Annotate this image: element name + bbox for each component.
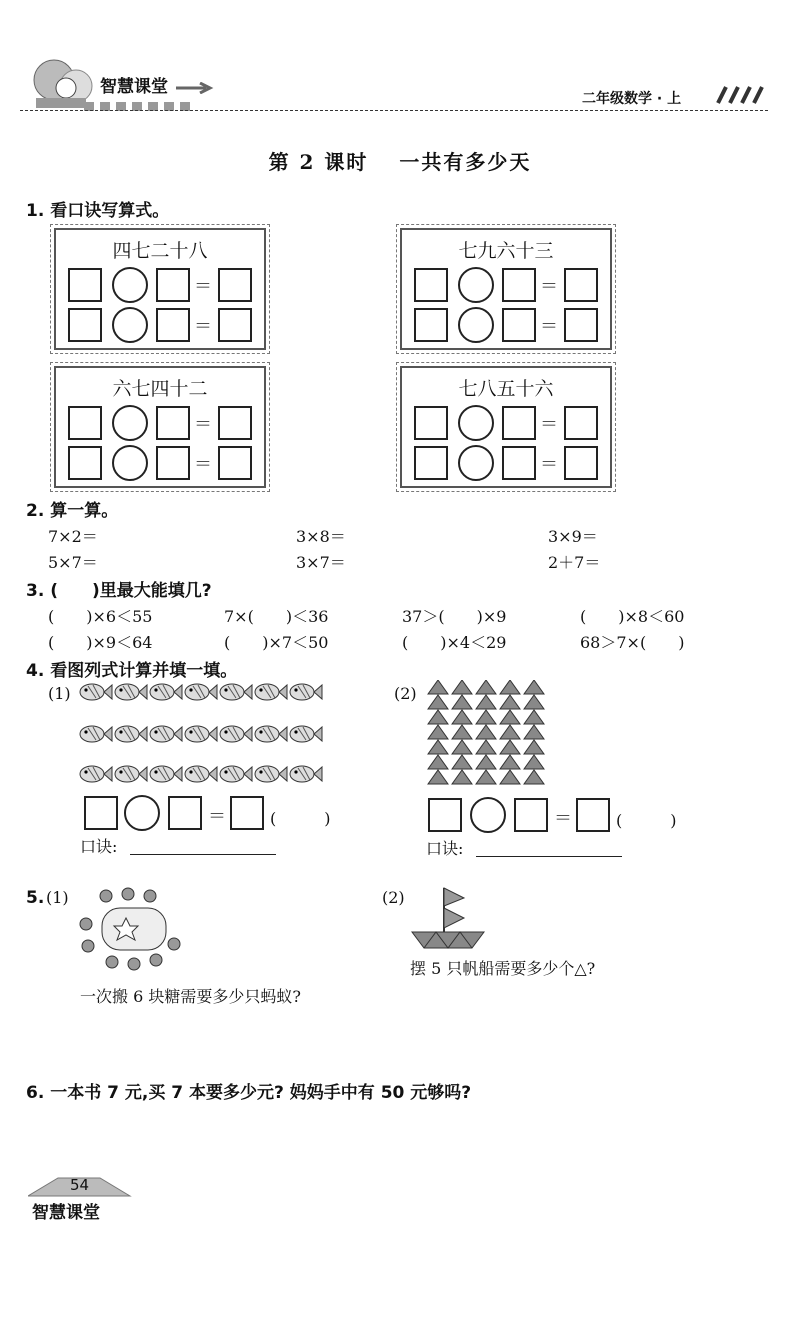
operator-circle[interactable] <box>112 405 148 441</box>
answer-box[interactable] <box>514 798 548 832</box>
q2-item: 7×2＝ <box>48 527 98 546</box>
lesson-title: 第 2 课时 一共有多少天 <box>268 150 532 174</box>
answer-box[interactable] <box>218 446 252 480</box>
q4-part1-label: (1) <box>48 684 71 703</box>
equals-sign: ＝ <box>540 454 558 475</box>
sailboat-picture <box>410 886 486 956</box>
q3-item: ( )×9＜64 <box>48 633 153 652</box>
answer-box[interactable] <box>428 798 462 832</box>
equals-sign: ＝ <box>540 414 558 435</box>
answer-box[interactable] <box>564 446 598 480</box>
header-brand: 智慧课堂 <box>100 77 168 97</box>
answer-box[interactable] <box>564 268 598 302</box>
q1-panel-title: 七九六十三 <box>458 240 554 262</box>
koujue-label: 口诀: <box>426 839 464 858</box>
header-squares-decoration <box>84 97 194 116</box>
q5-text-2: 摆 5 只帆船需要多少个△? <box>410 959 596 978</box>
koujue-label: 口诀: <box>80 837 118 856</box>
unit-paren[interactable]: ( ) <box>616 811 677 830</box>
answer-box[interactable] <box>68 268 102 302</box>
q1-panel-1 <box>54 228 266 350</box>
q5-part2-label: (2) <box>382 888 405 907</box>
q1-panel-title: 七八五十六 <box>458 378 554 400</box>
answer-box[interactable] <box>156 446 190 480</box>
operator-circle[interactable] <box>470 797 506 833</box>
q2-label: 2. 算一算。 <box>26 501 119 521</box>
answer-box[interactable] <box>156 268 190 302</box>
answer-box[interactable] <box>502 268 536 302</box>
triangle-icon <box>424 680 554 790</box>
q3-item: 37＞( )×9 <box>402 607 507 626</box>
answer-box[interactable] <box>68 308 102 342</box>
q3-item: ( )×4＜29 <box>402 633 507 652</box>
equals-sign: ＝ <box>194 316 212 337</box>
equals-sign: ＝ <box>540 316 558 337</box>
q1-panel-title: 六七四十二 <box>112 378 208 400</box>
answer-box[interactable] <box>218 268 252 302</box>
sailboat-icon <box>410 886 486 952</box>
equals-sign: ＝ <box>540 276 558 297</box>
equals-sign: ＝ <box>194 276 212 297</box>
operator-circle[interactable] <box>112 445 148 481</box>
header-divider <box>20 110 768 111</box>
operator-circle[interactable] <box>458 445 494 481</box>
answer-box[interactable] <box>414 406 448 440</box>
q1-panel-title: 四七二十八 <box>112 240 208 262</box>
q1-panel-2 <box>400 228 612 350</box>
q2-item: 5×7＝ <box>48 553 98 572</box>
header-subject: 二年级数学 · 上 <box>582 91 682 107</box>
operator-circle[interactable] <box>112 267 148 303</box>
q1-panel-3 <box>54 366 266 488</box>
operator-circle[interactable] <box>458 307 494 343</box>
unit-paren[interactable]: ( ) <box>270 809 331 828</box>
operator-circle[interactable] <box>124 795 160 831</box>
q3-label: 3. ( )里最大能填几? <box>26 581 212 601</box>
answer-box[interactable] <box>68 406 102 440</box>
footer-brand: 智慧课堂 <box>32 1203 100 1223</box>
answer-box[interactable] <box>230 796 264 830</box>
q2-item: 3×8＝ <box>296 527 346 546</box>
q6-label: 6. 一本书 7 元,买 7 本要多少元? 妈妈手中有 50 元够吗? <box>26 1083 472 1103</box>
ant-icon <box>76 884 186 976</box>
equals-sign: ＝ <box>194 414 212 435</box>
q1-label: 1. 看口诀写算式。 <box>26 201 170 221</box>
header-slashes-decoration <box>712 86 766 108</box>
answer-box[interactable] <box>414 268 448 302</box>
answer-box[interactable] <box>68 446 102 480</box>
answer-box[interactable] <box>218 406 252 440</box>
q5-part1-label: (1) <box>46 888 69 907</box>
operator-circle[interactable] <box>112 307 148 343</box>
q3-item: ( )×6＜55 <box>48 607 153 626</box>
q3-item: 7×( )＜36 <box>224 607 329 626</box>
q2-item: 3×7＝ <box>296 553 346 572</box>
q4-fish-picture <box>78 682 328 796</box>
answer-box[interactable] <box>414 446 448 480</box>
q4-label: 4. 看图列式计算并填一填。 <box>26 661 238 681</box>
answer-box[interactable] <box>564 308 598 342</box>
q4-triangle-picture <box>424 680 554 794</box>
q3-item: 68＞7×( ) <box>580 633 685 652</box>
answer-box[interactable] <box>576 798 610 832</box>
answer-box[interactable] <box>156 406 190 440</box>
answer-box[interactable] <box>502 446 536 480</box>
q2-item: 2＋7＝ <box>548 553 601 572</box>
answer-box[interactable] <box>564 406 598 440</box>
q4-part2-label: (2) <box>394 684 417 703</box>
equals-sign: ＝ <box>554 808 572 829</box>
koujue-blank[interactable] <box>130 836 276 855</box>
q5-text-1: 一次搬 6 块糖需要多少只蚂蚁? <box>80 987 301 1006</box>
answer-box[interactable] <box>168 796 202 830</box>
answer-box[interactable] <box>218 308 252 342</box>
q3-item: ( )×7＜50 <box>224 633 329 652</box>
q5-label: 5. <box>26 888 45 908</box>
answer-box[interactable] <box>156 308 190 342</box>
koujue-blank[interactable] <box>476 838 622 857</box>
operator-circle[interactable] <box>458 405 494 441</box>
equals-sign: ＝ <box>208 806 226 827</box>
answer-box[interactable] <box>502 308 536 342</box>
ants-candy-picture <box>76 884 186 980</box>
operator-circle[interactable] <box>458 267 494 303</box>
answer-box[interactable] <box>414 308 448 342</box>
q3-item: ( )×8＜60 <box>580 607 685 626</box>
fish-icon <box>78 682 328 792</box>
footer-page-number: 54 <box>70 1176 90 1194</box>
answer-box[interactable] <box>502 406 536 440</box>
equals-sign: ＝ <box>194 454 212 475</box>
header-arrow-decoration <box>176 79 216 98</box>
q1-panel-4 <box>400 366 612 488</box>
q2-item: 3×9＝ <box>548 527 598 546</box>
answer-box[interactable] <box>84 796 118 830</box>
